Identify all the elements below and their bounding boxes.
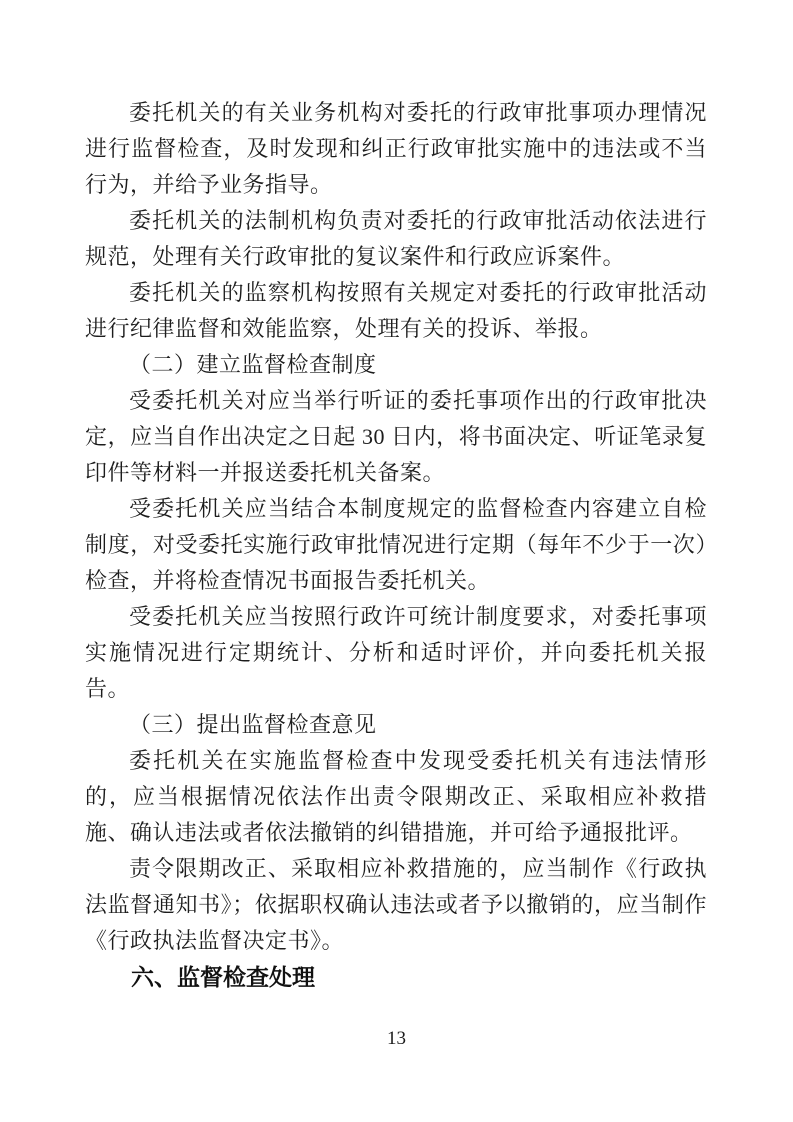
subheading-2: （二）建立监督检查制度 — [129, 352, 377, 377]
subheading-3: （三）提出监督检查意见 — [129, 712, 377, 737]
paragraph: 委托机关的有关业务机构对委托的行政审批事项办理情况进行监督检查，及时发现和纠正行政审批实施中的违法或不当行为，并给予业务指导。 — [85, 100, 707, 197]
paragraph: 委托机关的监察机构按照有关规定对委托的行政审批活动进行纪律监督和效能监察，处理有关的投诉、举报。 — [85, 280, 707, 341]
page-number: 13 — [387, 1028, 406, 1049]
paragraph: 委托机关在实施监督检查中发现受委托机关有违法情形的，应当根据情况依法作出责令限期改正、采取相应补救措施、确认违法或者依法撤销的纠错措施，并可给予通报批评。 — [85, 748, 707, 845]
paragraph: 委托机关的法制机构负责对委托的行政审批活动依法进行规范，处理有关行政审批的复议案件和行政应诉案件。 — [85, 208, 707, 269]
section-heading: 六、监督检查处理 — [131, 964, 315, 990]
paragraph: 受委托机关对应当举行听证的委托事项作出的行政审批决定，应当自作出决定之日起 30 日内，将书面决定、听证笔录复印件等材料一并报送委托机关备案。 — [85, 388, 707, 485]
document-body — [85, 95, 707, 995]
paragraph: 受委托机关应当结合本制度规定的监督检查内容建立自检制度，对受委托实施行政审批情况进行定期（每年不少于一次）检查，并将检查情况书面报告委托机关。 — [85, 496, 707, 593]
paragraph: 受委托机关应当按照行政许可统计制度要求，对委托事项实施情况进行定期统计、分析和适时评价，并向委托机关报告。 — [85, 604, 707, 701]
paragraph: 责令限期改正、采取相应补救措施的，应当制作《行政执法监督通知书》；依据职权确认违法或者予以撤销的，应当制作《行政执法监督决定书》。 — [85, 856, 707, 953]
